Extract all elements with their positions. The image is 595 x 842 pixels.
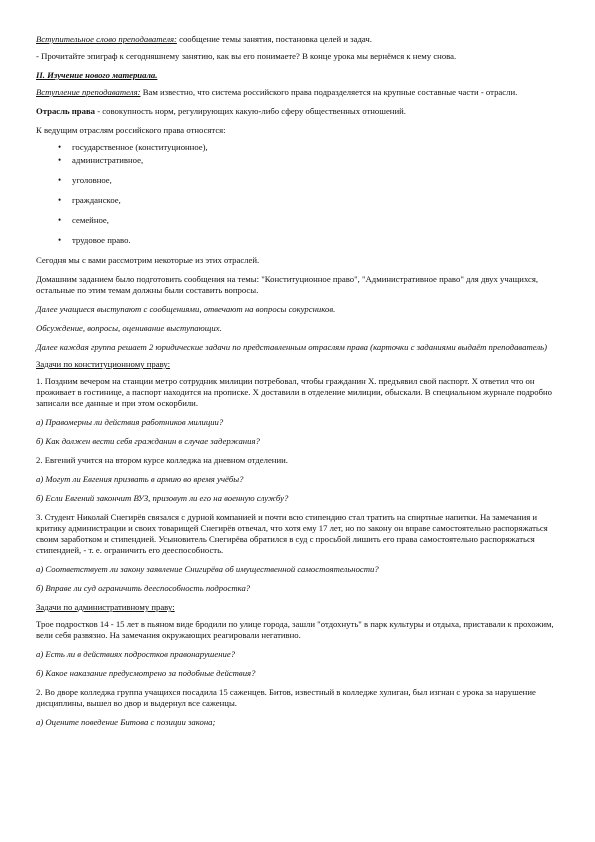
branches-list [36, 142, 565, 246]
bullet-icon: • [58, 142, 62, 152]
admin1-paragraph: Трое подростков 14 - 15 лет в пьяном виде бродили по улице города, зашли "отдохнуть" в парк культуры и отдыха, приставали к прохожим, вели себя развязно. На замечания окружающих реагировали негативно. [36, 619, 554, 640]
list-item: • административное, [58, 155, 144, 165]
groups-task-paragraph: Далее каждая группа решает 2 юридические задачи по представленным отраслям права (карточки с заданиями выдаёт преподаватель) [36, 342, 548, 352]
task1-question-b: б) Как должен вести себя гражданин в случае задержания? [36, 436, 260, 446]
homework-paragraph: Домашним заданием было подготовить сообщения на темы: "Конституционное право", "Административное право" для двух учащихся, остальные по этим темам должны были составить вопросы. [36, 274, 539, 295]
intro-label: Вступительное слово преподавателя: [36, 34, 177, 44]
definition-text: - совокупность норм, регулирующих какую-либо сферу общественных отношений. [95, 106, 406, 116]
admin-tasks-heading: Задачи по административному праву: [36, 602, 175, 612]
task2-paragraph: 2. Евгений учится на втором курсе колледжа на дневном отделении. [36, 455, 288, 465]
teacher-intro-text: Вам известно, что система российского права подразделяется на крупные составные части - отрасли. [140, 87, 518, 97]
admin2-paragraph: 2. Во дворе колледжа группа учащихся посадила 15 саженцев. Битов, известный в колледже хулиган, был изгнан с урока за нарушение дисциплины, вышел во двор и выдернул все саженцы. [36, 687, 536, 708]
admin2-question-a: а) Оцените поведение Битова с позиции закона; [36, 717, 216, 727]
bullet-icon: • [58, 215, 62, 225]
epigraph-paragraph: - Прочитайте эпиграф к сегодняшнему занятию, как вы его понимаете? В конце урока мы вернёмся к нему снова. [36, 51, 457, 61]
bullet-icon: • [58, 175, 62, 185]
intro-paragraph [36, 34, 565, 45]
intro-text: сообщение темы занятия, постановка целей и задач. [176, 34, 372, 44]
task1-question-a: а) Правомерны ли действия работников милиции? [36, 417, 224, 427]
const-tasks-heading: Задачи по конституционному праву: [36, 359, 171, 369]
list-item: • трудовое право. [58, 235, 131, 245]
task3-question-b: б) Вправе ли суд ограничить дееспособность подростка? [36, 583, 251, 593]
branches-intro: К ведущим отраслям российского права относятся: [36, 125, 226, 135]
consider-paragraph: Сегодня мы с вами рассмотрим некоторые из этих отраслей. [36, 255, 260, 265]
task2-question-a: а) Могут ли Евгения призвать в армию во время учёбы? [36, 474, 244, 484]
section-heading: II. Изучение нового материала. [36, 70, 158, 80]
task3-paragraph: 3. Студент Николай Снегирёв связался с дурной компанией и почти всю стипендию стал тратить на спиртные напитки. На замечания и критику администрации и своих товарищей Снегирёв отвечал, что хотя ему 17 лет, но по закону он вправе самостоятельно распоряжаться своим заработком и стипендией. Усыновитель Снегирёва обратился в суд с просьбой лишить его права самостоятельно распоряжаться стипендией, - т. е. ограничить его дееспособность. [36, 512, 548, 555]
task1-paragraph: 1. Поздним вечером на станции метро сотрудник милиции потребовал, чтобы гражданин Х. предъявил свой паспорт. Х ответил что он проживает в гостинице, а паспорт находится на прописке. Х доставили в отделение милиции, обыскали. В специальном журнале подробно записали все данные и при этом оскорбили. [36, 376, 553, 408]
task2-question-b: б) Если Евгений закончит ВУЗ, призовут ли его на военную службу? [36, 493, 289, 503]
definition-term: Отрасль права [36, 106, 96, 116]
teacher-intro-paragraph [36, 87, 565, 98]
list-item: • уголовное, [58, 175, 112, 185]
bullet-icon: • [58, 155, 62, 165]
definition-paragraph [36, 106, 565, 117]
students-speak-paragraph: Далее учащиеся выступают с сообщениями, отвечают на вопросы сокурсников. [36, 304, 336, 314]
task3-question-a: а) Соответствует ли закону заявление Снигирёва об имущественной самостоятельности? [36, 564, 379, 574]
list-item: • семейное, [58, 215, 109, 225]
admin1-question-a: а) Есть ли в действиях подростков правонарушение? [36, 649, 236, 659]
bullet-icon: • [58, 195, 62, 205]
admin1-question-b: б) Какое наказание предусмотрено за подобные действия? [36, 668, 256, 678]
list-item: • гражданское, [58, 195, 121, 205]
bullet-icon: • [58, 235, 62, 245]
list-item: • государственное (конституционное), [58, 142, 208, 152]
teacher-intro-label: Вступление преподавателя: [36, 87, 141, 97]
discussion-paragraph: Обсуждение, вопросы, оценивание выступающих. [36, 323, 222, 333]
